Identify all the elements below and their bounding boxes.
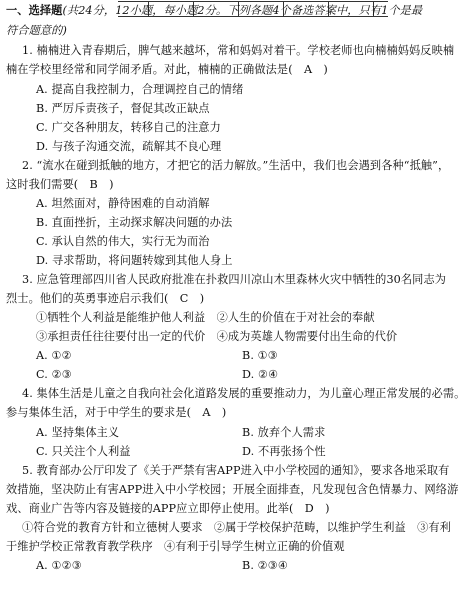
q2-option-a: A. 坦然面对，静待困难的自动消解 — [36, 197, 210, 210]
q1-stem-line1: 1. 楠楠进入青春期后，脾气越来越坏，常和妈妈对着干。学校老师也向楠楠妈妈反映楠 — [22, 44, 455, 57]
q3-option-d: D. ②④ — [242, 368, 279, 381]
q5-stem-line1: 5. 教育部办公厅印发了《关于严禁有害APP进入中小学校园的通知》，要求各地采取有 — [22, 464, 450, 477]
q1-option-a: A. 提高自我控制力，合理调控自己的情绪 — [36, 83, 244, 96]
q5-option-b: B. ②③④ — [242, 559, 289, 572]
q4-stem-line1: 4. 集体生活是儿童之自我向社会化道路发展的重要推动力，为儿童心理正常发展的必需。 — [22, 387, 466, 400]
section-title: 一、选择题 — [6, 3, 63, 17]
q3-stem-line1: 3. 应急管理部四川省人民政府批准在扑救四川凉山木里森林火灾中牺牲的30名同志为 — [22, 273, 447, 286]
q5-option-a: A. ①②③ — [36, 559, 82, 572]
q5-statements-line1: ①符合党的教育方针和立德树人要求 ②属于学校保护范畴，以维护学生利益 ③有利 — [22, 521, 451, 534]
section-instruction-cont: 符合题意的) — [6, 24, 67, 37]
q1-option-c: C. 广交各种朋友，转移自己的注意力 — [36, 121, 221, 134]
section-instruction: (共24分，12小题，每小题2分。下列各题4个备选答案中，只有1个是最 — [62, 4, 423, 17]
q3-option-b: B. ①③ — [242, 349, 278, 362]
q1-stem-line2: 楠在学校里经常和同学闹矛盾。对此，楠楠的正确做法是( A ) — [6, 63, 328, 76]
q1-option-d: D. 与孩子沟通交流，疏解其不良心理 — [36, 140, 222, 153]
q4-option-b: B. 放弃个人需求 — [242, 426, 326, 439]
q3-option-c: C. ②③ — [36, 368, 72, 381]
q4-option-d: D. 不再张扬个性 — [242, 445, 326, 458]
q2-stem-line1: 2. “流水在碰到抵触的地方，才把它的活力解放。”生活中，我们也会遇到各种“抵触”， — [22, 159, 450, 172]
q5-stem-line3: 戏、商业广告等内容及链接的APP应立即停止使用。此举( D ) — [6, 502, 330, 515]
q3-stem-line2: 烈士。他们的英勇事迹启示我们( C ) — [6, 292, 205, 305]
q5-stem-line2: 效措施，坚决防止有害APP进入中小学校园；开展全面排查，凡发现包含色情暴力、网络游 — [6, 483, 459, 496]
q2-stem-line2: 这时我们需要( B ) — [6, 178, 114, 191]
q2-option-d: D. 寻求帮助，将问题转嫁到其他人身上 — [36, 254, 233, 267]
q1-option-b: B. 严厉斥责孩子，督促其改正缺点 — [36, 102, 210, 115]
q2-option-b: B. 直面挫折，主动探求解决问题的办法 — [36, 216, 233, 229]
q4-option-c: C. 只关注个人利益 — [36, 445, 131, 458]
q5-statements-line2: 于维护学校正常教育教学秩序 ④有利于引导学生树立正确的价值观 — [6, 540, 345, 553]
q3-option-a: A. ①② — [36, 349, 72, 362]
q3-statements-line1: ①牺牲个人利益是能维护他人利益 ②人生的价值在于对社会的奉献 — [36, 311, 375, 324]
q3-statements-line2: ③承担责任往往要付出一定的代价 ④成为英雄人物需要付出生命的代价 — [36, 330, 398, 343]
q4-stem-line2: 参与集体生活，对于中学生的要求是( A ) — [6, 406, 227, 419]
q4-option-a: A. 坚持集体主义 — [36, 426, 120, 439]
section-header-line1 — [6, 3, 422, 18]
q2-option-c: C. 承认自然的伟大，实行无为而治 — [36, 235, 210, 248]
